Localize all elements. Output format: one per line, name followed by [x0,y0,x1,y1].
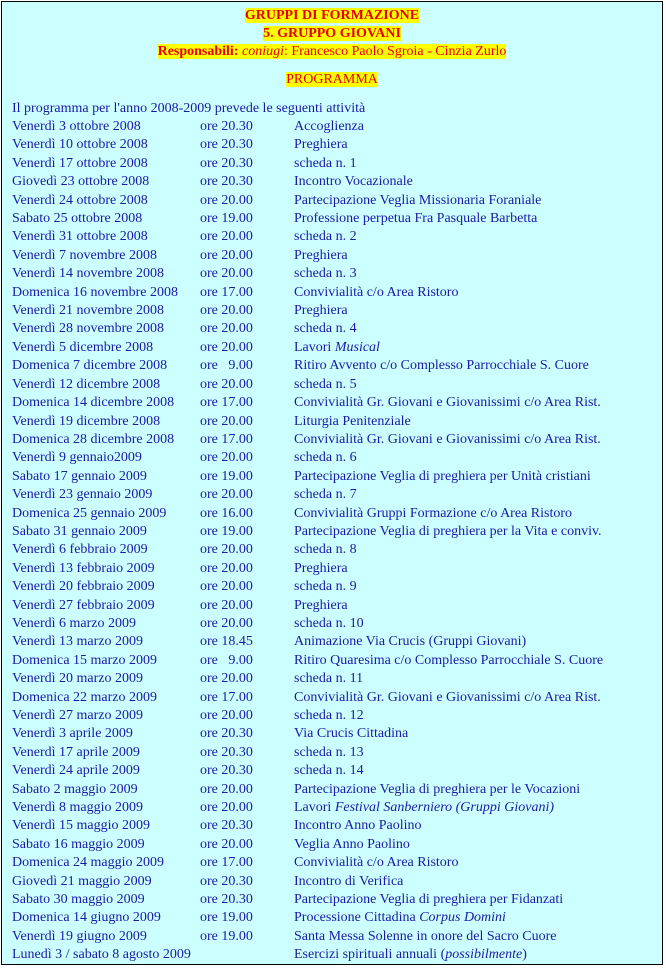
schedule-row [2,118,662,136]
schedule-date: Domenica 28 dicembre 2008 [12,431,175,447]
schedule-activity [294,210,537,228]
schedule-date: Domenica 24 maggio 2009 [12,855,165,871]
schedule-activity [294,247,348,265]
responsabili-line [2,45,662,59]
schedule-activity [294,431,601,449]
schedule-row [2,946,662,964]
schedule-activity-text: scheda n. 4 [294,321,357,337]
schedule-date: Venerdì 27 marzo 2009 [12,708,144,723]
schedule-row [2,468,662,486]
schedule-activity [294,284,458,302]
schedule-activity-text: Liturgia Penitenziale [294,413,411,429]
schedule-activity-text: Ritiro Avvento c/o Complesso Parrocchiale S. Cuore [294,358,589,374]
schedule-activity-italic: Festival Sanberniero (Gruppi Giovani) [334,800,554,816]
schedule-row [2,523,662,541]
schedule-row [2,394,662,412]
schedule-activity-text: scheda n. 6 [294,450,357,466]
schedule-row [2,725,662,743]
programma-heading: PROGRAMMA [286,72,378,87]
schedule-time: ore 17.00 [200,431,253,447]
page-subtitle-line [2,27,662,41]
schedule-row [2,799,662,817]
schedule-activity-text: Preghiera [294,560,348,576]
schedule-activity-text: Ritiro Quaresima c/o Complesso Parrocchiale S. Cuore [294,652,604,668]
schedule-activity-text: scheda n. 11 [294,671,364,687]
schedule-activity [294,505,572,523]
schedule-row [2,670,662,688]
schedule-activity [294,836,410,854]
schedule-row [2,909,662,927]
schedule-activity [294,707,364,725]
schedule-time: ore 20.30 [200,763,253,779]
schedule-activity [294,136,348,154]
schedule-time: ore 20.30 [200,119,253,134]
schedule-date: Venerdì 3 aprile 2009 [12,726,133,742]
schedule-activity [294,578,357,596]
schedule-activity-text: Partecipazione Veglia di preghiera per la Vita e conviv. [294,523,602,539]
schedule-activity [294,155,357,173]
schedule-time: ore 19.00 [200,211,253,227]
schedule-activity [294,652,603,670]
schedule-activity [294,449,357,467]
schedule-time: ore 16.00 [200,505,253,521]
schedule-row [2,302,662,320]
schedule-row [2,284,662,302]
schedule-time: ore 20.30 [200,744,253,760]
schedule-activity [294,394,601,412]
schedule-row [2,449,662,467]
schedule-list [2,118,662,965]
schedule-time: ore 20.30 [200,726,253,742]
schedule-activity-text: Convivialità Gruppi Formazione c/o Area Ristoro [294,505,573,521]
schedule-activity [294,854,458,872]
schedule-date: Sabato 30 maggio 2009 [12,892,145,908]
schedule-activity-text: Convivialità Gr. Giovani e Giovanissimi c/o Area Rist. [294,431,601,447]
schedule-time: ore 20.00 [200,413,253,429]
schedule-date: Domenica 25 gennaio 2009 [12,505,167,521]
schedule-activity-italic: possibilmente [445,947,523,963]
schedule-row [2,505,662,523]
page-title-line [2,9,662,23]
schedule-activity [294,302,348,320]
schedule-row [2,873,662,891]
schedule-activity [294,376,357,394]
schedule-activity [294,560,348,578]
schedule-row [2,376,662,394]
schedule-row [2,836,662,854]
schedule-date: Venerdì 20 febbraio 2009 [12,579,155,595]
schedule-date: Venerdì 14 novembre 2008 [12,266,165,282]
schedule-activity [294,928,556,946]
schedule-time: ore 17.00 [200,689,253,705]
schedule-date: Venerdì 17 aprile 2009 [12,744,140,760]
schedule-date: Domenica 16 novembre 2008 [12,284,179,300]
schedule-date: Venerdì 6 marzo 2009 [12,615,137,631]
schedule-activity [294,265,357,283]
schedule-activity-text: scheda n. 10 [294,615,364,631]
schedule-date: Venerdì 15 maggio 2009 [12,818,151,834]
schedule-activity-text: Santa Messa Solenne in onore del Sacro Cuore [294,928,557,944]
schedule-time: ore 20.30 [200,137,253,153]
schedule-time: ore 20.00 [200,339,253,355]
schedule-activity [294,873,403,891]
schedule-row [2,817,662,835]
schedule-time: ore 20.00 [200,266,253,282]
schedule-activity-text: scheda n. 1 [294,155,357,171]
schedule-activity-text: Accoglienza [294,119,364,134]
schedule-time: ore 19.00 [200,928,253,944]
schedule-time: ore 20.30 [200,818,253,834]
schedule-time: ore 9.00 [200,358,253,374]
schedule-row [2,762,662,780]
schedule-activity [294,946,527,964]
schedule-date: Venerdì 9 gennaio2009 [12,450,142,466]
schedule-activity [294,689,601,707]
schedule-row [2,413,662,431]
schedule-activity [294,468,591,486]
schedule-row [2,247,662,265]
schedule-activity-text: Preghiera [294,137,348,153]
schedule-activity-suffix: ) [522,947,527,963]
schedule-activity [294,744,364,762]
schedule-date: Venerdì 13 febbraio 2009 [12,560,155,576]
schedule-date: Venerdì 23 gennaio 2009 [12,487,153,503]
schedule-time: ore 20.00 [200,229,253,245]
schedule-date: Domenica 22 marzo 2009 [12,689,158,705]
schedule-row [2,136,662,154]
schedule-activity [294,762,364,780]
schedule-time: ore 18.45 [200,634,253,650]
schedule-date: Venerdì 12 dicembre 2008 [12,376,161,392]
schedule-time: ore 20.30 [200,892,253,908]
schedule-activity-text: Esercizi spirituali annuali ( [294,947,446,963]
schedule-activity-text: Animazione Via Crucis (Gruppi Giovani) [294,634,527,650]
schedule-date: Venerdì 5 dicembre 2008 [12,339,154,355]
schedule-activity [294,541,357,559]
schedule-time: ore 20.30 [200,155,253,171]
schedule-time: ore 20.00 [200,800,253,816]
schedule-activity [294,781,580,799]
responsabili-label: Responsabili: [157,44,239,59]
schedule-time: ore 20.00 [200,450,253,466]
schedule-activity-text: scheda n. 5 [294,376,357,392]
schedule-row [2,689,662,707]
schedule-date: Venerdì 8 maggio 2009 [12,800,144,816]
schedule-row [2,155,662,173]
schedule-row [2,578,662,596]
schedule-time: ore 19.00 [200,910,253,926]
schedule-activity-text: scheda n. 13 [294,744,364,760]
schedule-date: Sabato 25 ottobre 2008 [12,211,143,227]
schedule-time: ore 20.00 [200,579,253,595]
schedule-date: Venerdì 17 ottobre 2008 [12,155,148,171]
schedule-time: ore 17.00 [200,855,253,871]
schedule-date: Venerdì 21 novembre 2008 [12,303,165,319]
schedule-row [2,597,662,615]
schedule-activity [294,339,380,357]
schedule-activity-text: Preghiera [294,597,348,613]
schedule-date: Sabato 17 gennaio 2009 [12,468,147,484]
schedule-row [2,192,662,210]
schedule-row [2,173,662,191]
intro-text: Il programma per l'anno 2008-2009 prevede le seguenti attività [12,101,366,116]
schedule-activity-text: scheda n. 3 [294,266,357,282]
schedule-activity-text: Convivialità Gr. Giovani e Giovanissimi c/o Area Rist. [294,395,601,411]
schedule-date: Venerdì 19 dicembre 2008 [12,413,161,429]
schedule-activity-text: scheda n. 8 [294,542,357,558]
schedule-activity-text: Incontro Anno Paolino [294,818,422,834]
schedule-activity-text: Processione Cittadina [294,910,420,926]
schedule-date: Giovedì 21 maggio 2009 [12,873,152,889]
schedule-date: Venerdì 7 novembre 2008 [12,247,158,263]
schedule-activity [294,357,589,375]
schedule-date: Venerdì 6 febbraio 2009 [12,542,148,558]
schedule-row [2,357,662,375]
schedule-time: ore 20.00 [200,487,253,503]
schedule-date: Venerdì 31 ottobre 2008 [12,229,148,245]
schedule-activity-text: Partecipazione Veglia Missionaria Foraniale [294,192,542,208]
schedule-activity [294,725,408,743]
schedule-activity-text: Preghiera [294,303,348,319]
schedule-time: ore 20.00 [200,560,253,576]
schedule-time: ore 20.00 [200,708,253,723]
schedule-time: ore 9.00 [200,652,253,668]
schedule-activity [294,909,506,927]
schedule-activity [294,192,541,210]
schedule-date: Domenica 14 dicembre 2008 [12,395,175,411]
schedule-date: Sabato 16 maggio 2009 [12,836,145,852]
schedule-date: Giovedì 23 ottobre 2008 [12,174,150,190]
schedule-date: Venerdì 13 marzo 2009 [12,634,144,650]
schedule-row [2,541,662,559]
schedule-activity [294,597,348,615]
schedule-row [2,707,662,725]
schedule-activity-text: Incontro di Verifica [294,873,404,889]
schedule-time: ore 20.30 [200,174,253,190]
programma-heading-line [2,73,662,87]
schedule-time: ore 20.00 [200,615,253,631]
schedule-activity-text: Partecipazione Veglia di preghiera per le Vocazioni [294,781,581,797]
page-title: GRUPPI DI FORMAZIONE [244,8,420,23]
schedule-row [2,615,662,633]
schedule-activity [294,633,526,651]
schedule-row [2,854,662,872]
schedule-activity-text: Partecipazione Veglia di preghiera per Unità cristiani [294,468,591,484]
schedule-activity-text: Lavori [294,800,335,816]
schedule-time: ore 20.00 [200,597,253,613]
schedule-activity-text: Via Crucis Cittadina [294,726,409,742]
schedule-date: Domenica 14 giugno 2009 [12,910,161,926]
schedule-activity-text: Partecipazione Veglia di preghiera per Fidanzati [294,892,564,908]
responsabili-names: : Francesco Paolo Sgroia - Cinzia Zurlo [284,44,507,59]
schedule-row [2,486,662,504]
schedule-row [2,633,662,651]
schedule-row [2,652,662,670]
schedule-row [2,431,662,449]
schedule-row [2,320,662,338]
schedule-activity [294,615,364,633]
schedule-row [2,781,662,799]
schedule-activity-italic: Corpus Domini [419,910,506,926]
schedule-row [2,744,662,762]
schedule-activity [294,320,357,338]
schedule-time: ore 20.00 [200,671,253,687]
schedule-activity-text: scheda n. 14 [294,763,364,779]
schedule-activity-text: Incontro Vocazionale [294,174,413,190]
schedule-activity [294,228,357,246]
schedule-date: Venerdì 3 ottobre 2008 [12,119,141,134]
schedule-activity-text: Professione perpetua Fra Pasquale Barbetta [294,211,538,227]
schedule-activity [294,523,602,541]
schedule-activity [294,670,363,688]
schedule-activity-text: scheda n. 12 [294,708,364,723]
schedule-activity [294,817,422,835]
schedule-date: Venerdì 10 ottobre 2008 [12,137,148,153]
responsabili-highlight [158,44,507,59]
schedule-time: ore 17.00 [200,284,253,300]
schedule-row [2,928,662,946]
schedule-date: Venerdì 27 febbraio 2009 [12,597,155,613]
schedule-date: Sabato 31 gennaio 2009 [12,523,147,539]
schedule-time: ore 20.00 [200,321,253,337]
schedule-date: Domenica 15 marzo 2009 [12,652,158,668]
schedule-date: Venerdì 19 giugno 2009 [12,928,147,944]
schedule-activity-text: Preghiera [294,247,348,263]
schedule-date: Lunedì 3 / sabato 8 agosto 2009 [12,947,191,963]
schedule-date: Venerdì 24 aprile 2009 [12,763,140,779]
schedule-date: Domenica 7 dicembre 2008 [12,358,168,374]
schedule-date: Venerdì 24 ottobre 2008 [12,192,148,208]
schedule-time: ore 20.00 [200,781,253,797]
schedule-time: ore 20.00 [200,192,253,208]
program-panel [1,1,663,965]
schedule-time: ore 20.00 [200,542,253,558]
schedule-row [2,560,662,578]
schedule-date: Venerdì 20 marzo 2009 [12,671,144,687]
schedule-row [2,265,662,283]
responsabili-role: coniugi [242,44,284,59]
schedule-activity [294,413,411,431]
schedule-activity [294,799,554,817]
schedule-activity-text: Lavori [294,339,335,355]
schedule-activity-text: scheda n. 7 [294,487,357,503]
schedule-row [2,339,662,357]
schedule-time: ore 19.00 [200,523,253,539]
schedule-activity [294,173,413,191]
schedule-activity-text: scheda n. 2 [294,229,357,245]
schedule-date: Sabato 2 maggio 2009 [12,781,138,797]
schedule-activity-text: Veglia Anno Paolino [294,836,410,852]
schedule-time: ore 20.00 [200,247,253,263]
schedule-row [2,210,662,228]
schedule-time: ore 19.00 [200,468,253,484]
schedule-activity-text: Convivialità c/o Area Ristoro [294,855,459,871]
schedule-activity-text: Convivialità c/o Area Ristoro [294,284,459,300]
schedule-time: ore 20.00 [200,836,253,852]
schedule-activity-italic: Musical [334,339,380,355]
schedule-activity [294,486,357,504]
schedule-time: ore 17.00 [200,395,253,411]
schedule-row [2,891,662,909]
schedule-time: ore 20.00 [200,376,253,392]
schedule-date: Venerdì 28 novembre 2008 [12,321,165,337]
schedule-activity-text: scheda n. 9 [294,579,357,595]
page-subtitle: 5. GRUPPO GIOVANI [263,26,401,41]
schedule-row [2,228,662,246]
schedule-time: ore 20.00 [200,303,253,319]
schedule-activity [294,891,563,909]
schedule-time: ore 20.30 [200,873,253,889]
schedule-activity [294,118,364,136]
schedule-activity-text: Convivialità Gr. Giovani e Giovanissimi c/o Area Rist. [294,689,601,705]
